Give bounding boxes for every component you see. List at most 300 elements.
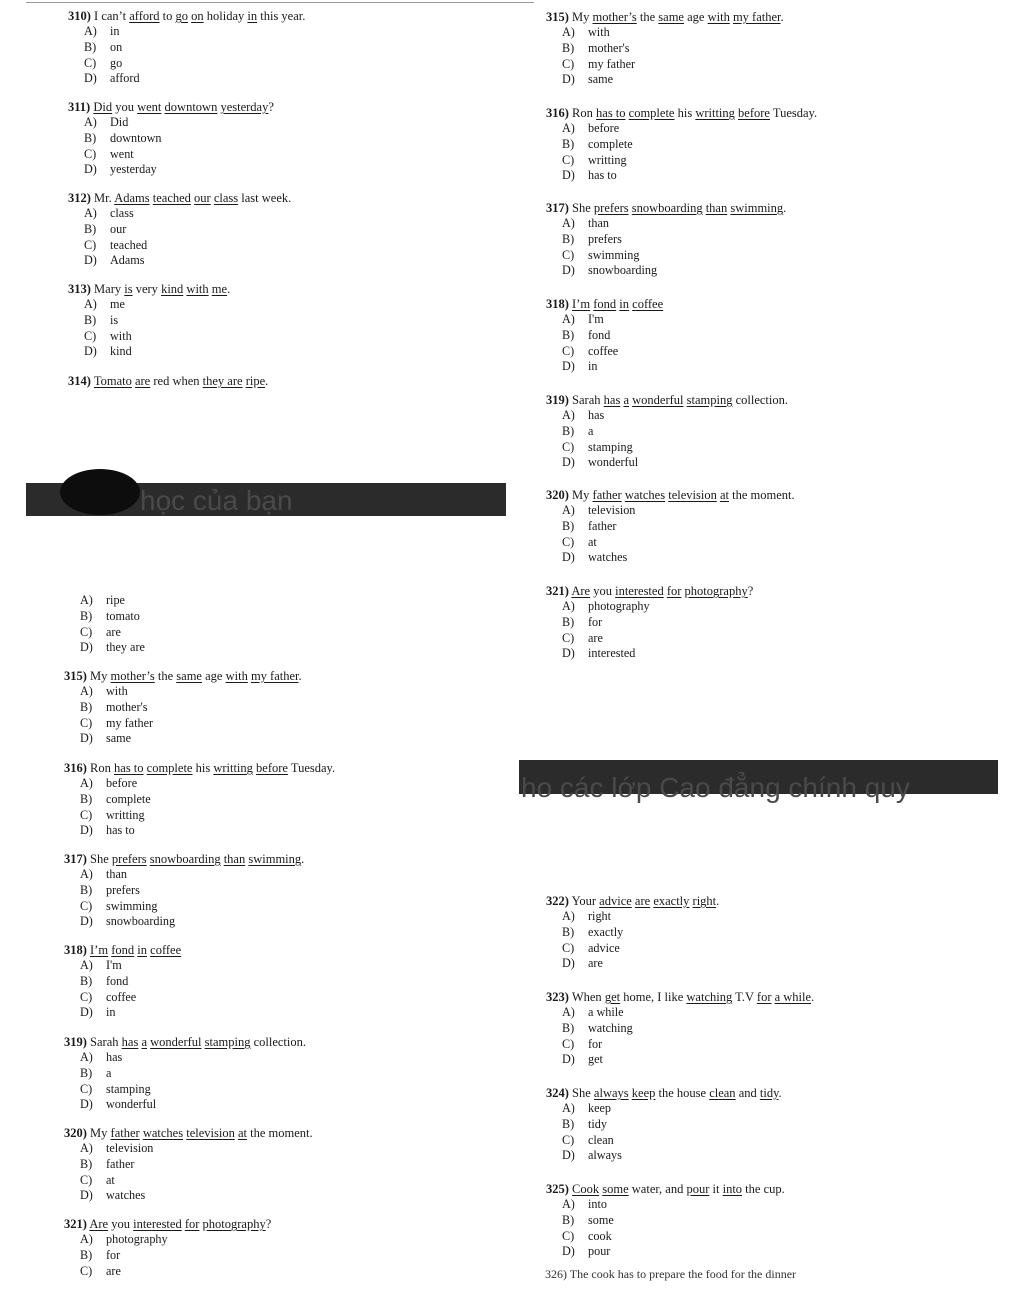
underlined-segment: me — [211, 282, 228, 296]
option-text: writting — [588, 152, 627, 167]
answer-option — [546, 1052, 986, 1068]
underlined-segment: coffee — [632, 297, 664, 311]
underlined-segment: for — [184, 1217, 200, 1231]
stem-text: Sarah — [90, 1035, 122, 1049]
question-number: 319) — [64, 1035, 87, 1049]
underlined-segment: than — [705, 201, 728, 215]
answer-option — [68, 115, 508, 131]
answer-option — [68, 297, 508, 313]
underlined-segment: father — [110, 1126, 140, 1140]
option-letter: B) — [562, 924, 575, 939]
option-text: for — [588, 1036, 603, 1051]
option-letter: A) — [80, 684, 93, 698]
option-letter: A) — [562, 503, 575, 517]
underlined-segment: snowboarding — [631, 201, 703, 215]
cut-off-next-question — [545, 1267, 825, 1281]
top-divider — [26, 2, 534, 3]
answer-option — [64, 640, 504, 656]
stem-text: his — [674, 106, 696, 120]
option-letter: C) — [80, 898, 93, 913]
option-letter: D) — [84, 162, 97, 177]
option-text: yesterday — [110, 162, 157, 177]
option-text: on — [110, 39, 123, 54]
question-number: 321) — [64, 1217, 87, 1231]
stem-text: very — [132, 282, 162, 296]
option-text: our — [110, 221, 127, 236]
answer-option — [64, 1050, 504, 1066]
option-text: photography — [588, 599, 650, 613]
question-324 — [546, 1086, 986, 1164]
stem-text: to — [159, 9, 176, 23]
stem-text: Mary — [94, 282, 125, 296]
question-number: 314) — [68, 374, 91, 388]
option-letter: A) — [562, 1197, 575, 1211]
option-text: I'm — [106, 958, 122, 972]
option-letter: B) — [562, 614, 575, 629]
option-text: ripe — [106, 593, 125, 607]
option-letter: B) — [80, 1156, 93, 1171]
underlined-segment: wonderful — [150, 1035, 202, 1049]
option-text: stamping — [106, 1081, 151, 1096]
underlined-segment: are — [134, 374, 151, 388]
question-322 — [546, 894, 986, 972]
underlined-segment: stamping — [204, 1035, 251, 1049]
answer-option — [64, 808, 504, 824]
option-letter: A) — [80, 593, 93, 607]
question-stem — [64, 1217, 504, 1232]
option-text: I'm — [588, 312, 604, 326]
option-letter: C) — [562, 1228, 575, 1243]
answer-option — [68, 40, 508, 56]
option-text: before — [588, 121, 620, 135]
underlined-segment: fond — [593, 297, 617, 311]
underlined-segment: a — [141, 1035, 147, 1049]
option-letter: C) — [80, 807, 93, 822]
option-text: kind — [110, 344, 132, 359]
option-letter: A) — [562, 1101, 575, 1115]
option-letter: A) — [84, 115, 97, 129]
underlined-segment: get — [604, 990, 621, 1004]
option-letter: A) — [562, 25, 575, 39]
answer-option — [546, 424, 986, 440]
question-310 — [68, 9, 508, 87]
answer-option — [64, 914, 504, 930]
question-321-left — [64, 1217, 504, 1279]
question-stem — [546, 201, 986, 216]
stem-text: . — [778, 1086, 782, 1100]
underlined-segment: always — [593, 1086, 629, 1100]
underlined-segment: kind — [161, 282, 184, 296]
answer-option — [546, 328, 986, 344]
option-text: father — [588, 518, 617, 533]
underlined-segment: went — [137, 100, 162, 114]
question-stem — [546, 584, 986, 599]
option-text: complete — [106, 791, 151, 806]
answer-option — [546, 137, 986, 153]
question-stem — [64, 669, 504, 684]
option-text: with — [588, 25, 610, 39]
answer-option — [546, 440, 986, 456]
underlined-segment: has — [603, 393, 621, 407]
option-letter: B) — [80, 1065, 93, 1080]
answer-option — [546, 153, 986, 169]
question-312 — [68, 191, 508, 269]
answer-option — [546, 503, 986, 519]
question-stem — [64, 1126, 504, 1141]
underlined-segment: keep — [631, 1086, 656, 1100]
underlined-segment: in — [247, 9, 258, 23]
option-text: clean — [588, 1132, 614, 1147]
option-letter: C) — [562, 343, 575, 358]
option-text: complete — [588, 136, 633, 151]
answer-option — [546, 455, 986, 471]
underlined-segment: before — [256, 761, 288, 775]
option-text: exactly — [588, 924, 624, 939]
question-stem — [546, 393, 986, 408]
answer-option — [546, 216, 986, 232]
answer-option — [546, 1021, 986, 1037]
underlined-segment: same — [176, 669, 202, 683]
option-text: always — [588, 1148, 622, 1163]
underlined-segment: I’m — [90, 943, 109, 957]
question-stem — [546, 1086, 986, 1101]
stem-text: and — [735, 1086, 760, 1100]
answer-option — [64, 792, 504, 808]
option-letter: D) — [84, 71, 97, 86]
underlined-segment: class — [213, 191, 239, 205]
underlined-segment: at — [719, 488, 729, 502]
stem-text: She — [90, 852, 112, 866]
answer-option — [64, 1188, 504, 1204]
option-letter: D) — [562, 263, 575, 278]
left-overlay-caption: học của bạn — [140, 485, 293, 516]
option-text: swimming — [588, 247, 640, 262]
option-text: went — [110, 146, 134, 161]
answer-option — [64, 990, 504, 1006]
underlined-segment: photography — [202, 1217, 266, 1231]
answer-option — [64, 823, 504, 839]
underlined-segment: complete — [146, 761, 193, 775]
option-letter: B) — [84, 312, 97, 327]
stem-text: . — [783, 201, 787, 215]
answer-option — [546, 1148, 986, 1164]
option-text: prefers — [588, 231, 622, 246]
underlined-segment: than — [223, 852, 246, 866]
question-321 — [546, 584, 986, 662]
option-letter: A) — [562, 599, 575, 613]
option-letter: D) — [84, 344, 97, 359]
option-text: tidy — [588, 1116, 607, 1131]
answer-option — [64, 684, 504, 700]
stem-text: . — [716, 894, 720, 908]
question-number: 322) — [546, 894, 569, 908]
answer-option — [64, 1232, 504, 1248]
stem-text: water, and — [628, 1182, 687, 1196]
underlined-segment: has — [121, 1035, 139, 1049]
underlined-segment: swimming — [730, 201, 784, 215]
answer-option — [64, 1082, 504, 1098]
answer-option — [546, 359, 986, 375]
question-317 — [546, 201, 986, 279]
answer-option — [546, 956, 986, 972]
answer-option — [546, 535, 986, 551]
option-letter: D) — [562, 1052, 575, 1067]
option-text: class — [110, 206, 134, 220]
option-letter: B) — [562, 423, 575, 438]
question-stem — [546, 106, 986, 121]
option-text: snowboarding — [106, 914, 176, 929]
option-text: at — [588, 534, 597, 549]
option-letter: A) — [562, 216, 575, 230]
stem-text: My — [572, 10, 593, 24]
question-number: 321) — [546, 584, 569, 598]
stem-text: home, I like — [620, 990, 687, 1004]
option-text: snowboarding — [588, 263, 658, 278]
option-letter: C) — [80, 1263, 93, 1278]
option-text: Did — [110, 115, 129, 129]
question-319 — [546, 393, 986, 471]
answer-option — [546, 41, 986, 57]
option-letter: C) — [562, 1036, 575, 1051]
question-number: 318) — [546, 297, 569, 311]
option-text: has to — [106, 823, 135, 838]
option-letter: C) — [84, 237, 97, 252]
stem-text: T.V — [732, 990, 757, 1004]
option-letter: A) — [84, 206, 97, 220]
question-314 — [68, 374, 508, 389]
question-number: 310) — [68, 9, 91, 23]
question-stem — [546, 990, 986, 1005]
option-letter: C) — [562, 56, 575, 71]
option-text: Adams — [110, 253, 145, 268]
answer-option — [64, 731, 504, 747]
answer-option — [64, 776, 504, 792]
underlined-segment: prefers — [593, 201, 629, 215]
stem-text: She — [572, 1086, 594, 1100]
option-text: for — [106, 1247, 121, 1262]
underlined-segment: photography — [684, 584, 748, 598]
option-letter: D) — [80, 1097, 93, 1112]
stem-text: Sarah — [572, 393, 604, 407]
option-letter: B) — [84, 130, 97, 145]
underlined-segment: watches — [624, 488, 666, 502]
stem-text: ? — [265, 1217, 272, 1231]
answer-option — [68, 222, 508, 238]
option-text: television — [106, 1141, 154, 1155]
question-315 — [546, 10, 986, 88]
option-letter: A) — [80, 958, 93, 972]
answer-option — [546, 1005, 986, 1021]
underlined-segment: mother’s — [592, 10, 637, 24]
answer-option — [546, 248, 986, 264]
underlined-segment: I’m — [572, 297, 591, 311]
answer-option — [64, 1141, 504, 1157]
option-text: fond — [106, 973, 129, 988]
option-letter: D) — [80, 1005, 93, 1020]
option-text: in — [588, 359, 598, 374]
answer-option — [68, 24, 508, 40]
option-letter: D) — [562, 359, 575, 374]
option-text: with — [110, 328, 132, 343]
option-text: they are — [106, 640, 145, 655]
answer-option — [64, 1066, 504, 1082]
option-letter: D) — [562, 168, 575, 183]
answer-option — [546, 631, 986, 647]
question-number: 318) — [64, 943, 87, 957]
answer-option — [68, 131, 508, 147]
underlined-segment: writting — [695, 106, 735, 120]
option-letter: B) — [562, 1212, 575, 1227]
option-letter: B) — [562, 136, 575, 151]
option-text: father — [106, 1156, 135, 1171]
underlined-segment: in — [137, 943, 148, 957]
stem-text: red when — [150, 374, 203, 388]
stem-text: the moment. — [728, 488, 795, 502]
underlined-segment: Did — [93, 100, 113, 114]
option-text: television — [588, 503, 636, 517]
option-letter: D) — [80, 1188, 93, 1203]
option-letter: C) — [562, 247, 575, 262]
option-text: a — [588, 423, 594, 438]
question-number: 317) — [546, 201, 569, 215]
answer-option — [546, 1117, 986, 1133]
answer-option — [64, 1097, 504, 1113]
option-text: has to — [588, 168, 617, 183]
option-text: my father — [106, 715, 154, 730]
option-text: fond — [588, 327, 611, 342]
answer-option — [64, 883, 504, 899]
option-text: stamping — [588, 439, 633, 454]
underlined-segment: tidy — [759, 1086, 779, 1100]
question-323 — [546, 990, 986, 1068]
option-letter: A) — [80, 1050, 93, 1064]
underlined-segment: into — [722, 1182, 743, 1196]
option-text: in — [110, 24, 120, 38]
question-stem — [546, 1182, 986, 1197]
option-letter: B) — [80, 699, 93, 714]
question-number: 312) — [68, 191, 91, 205]
stem-text: the — [154, 669, 177, 683]
question-number: 320) — [64, 1126, 87, 1140]
stem-text: it — [709, 1182, 723, 1196]
webcam-shadow — [60, 469, 140, 515]
underlined-segment: watching — [686, 990, 733, 1004]
option-letter: A) — [80, 867, 93, 881]
answer-option — [64, 958, 504, 974]
stem-text: ? — [268, 100, 274, 114]
option-letter: A) — [562, 1005, 575, 1019]
underlined-segment: for — [666, 584, 682, 598]
option-text: right — [588, 909, 612, 923]
underlined-segment: complete — [628, 106, 675, 120]
option-text: my father — [588, 56, 636, 71]
option-text: wonderful — [588, 455, 639, 470]
stem-text: collection. — [250, 1035, 307, 1049]
underlined-segment: our — [194, 191, 211, 205]
option-letter: B) — [562, 1116, 575, 1131]
option-letter: C) — [84, 328, 97, 343]
option-letter: A) — [562, 909, 575, 923]
question-stem — [64, 761, 504, 776]
option-letter: A) — [84, 297, 97, 311]
question-stem — [68, 374, 508, 389]
underlined-segment: a — [623, 393, 629, 407]
option-text: teached — [110, 237, 148, 252]
option-letter: B) — [562, 40, 575, 55]
question-stem — [68, 191, 508, 206]
option-text: has — [588, 408, 605, 422]
stem-text: ? — [747, 584, 754, 598]
option-letter: B) — [562, 327, 575, 342]
stem-text: . — [227, 282, 231, 296]
option-letter: D) — [84, 253, 97, 268]
question-319-left — [64, 1035, 504, 1113]
answer-option — [64, 899, 504, 915]
underlined-segment: my father — [732, 10, 781, 24]
answer-option — [68, 253, 508, 269]
underlined-segment: fond — [111, 943, 135, 957]
option-letter: B) — [562, 1020, 575, 1035]
underlined-segment: advice — [599, 894, 632, 908]
underlined-segment: with — [707, 10, 730, 24]
stem-text: you — [108, 1217, 134, 1231]
option-letter: C) — [562, 152, 575, 167]
option-text: swimming — [106, 898, 158, 913]
right-overlay-caption: ho các lớp Cao đẳng chính quy — [521, 772, 910, 803]
option-letter: B) — [84, 39, 97, 54]
question-stem — [546, 488, 986, 503]
stem-text: you — [590, 584, 616, 598]
underlined-segment: television — [186, 1126, 235, 1140]
underlined-segment: right — [692, 894, 717, 908]
question-stem — [68, 282, 508, 297]
stem-text: Tuesday. — [287, 761, 336, 775]
option-letter: C) — [80, 1081, 93, 1096]
option-text: watches — [588, 550, 628, 565]
option-letter: C) — [562, 630, 575, 645]
question-317-left — [64, 852, 504, 930]
option-letter: D) — [562, 1244, 575, 1259]
question-318-left — [64, 943, 504, 1021]
answer-option — [68, 56, 508, 72]
underlined-segment: Are — [89, 1217, 109, 1231]
option-text: into — [588, 1197, 607, 1211]
underlined-segment: downtown — [164, 100, 218, 114]
underlined-segment: wonderful — [632, 393, 684, 407]
answer-option — [546, 909, 986, 925]
question-stem — [546, 297, 986, 312]
option-letter: C) — [80, 989, 93, 1004]
underlined-segment: television — [668, 488, 717, 502]
underlined-segment: mother’s — [110, 669, 155, 683]
question-320-left — [64, 1126, 504, 1204]
answer-option — [64, 1264, 504, 1280]
question-stem — [64, 943, 504, 958]
question-number: 316) — [546, 106, 569, 120]
option-text: cook — [588, 1228, 612, 1243]
answer-option — [64, 974, 504, 990]
answer-option — [64, 1173, 504, 1189]
stem-text: . — [265, 374, 269, 388]
underlined-segment: teached — [152, 191, 191, 205]
answer-option — [64, 1157, 504, 1173]
option-text: writting — [106, 807, 145, 822]
option-letter: D) — [562, 455, 575, 470]
question-stem — [64, 852, 504, 867]
answer-option — [546, 1244, 986, 1260]
underlined-segment: writting — [213, 761, 253, 775]
underlined-segment: has to — [596, 106, 626, 120]
